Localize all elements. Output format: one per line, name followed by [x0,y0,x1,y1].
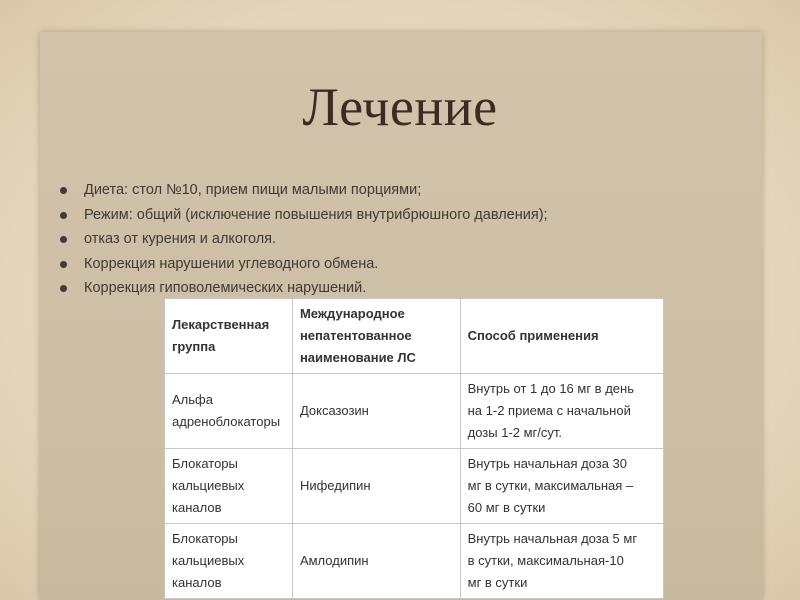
bullet-item [58,178,548,203]
header-line: группа [172,339,216,354]
table-header-row [165,299,664,374]
bullet-dot-icon [60,212,67,219]
cell-line: в сутки, максимальная-10 [467,553,624,568]
bullet-item [58,276,548,301]
header-line: Международное [299,306,405,321]
bullet-text: отказ от курения и алкоголя. [84,231,277,247]
header-line: наименование ЛС [299,350,416,365]
cell-line: адреноблокаторы [172,414,281,429]
cell-line: 60 мг в сутки [467,500,546,515]
cell-line: мг в сутки [467,575,528,590]
cell-inn [292,524,460,599]
bullet-item [58,252,548,277]
cell-drug-group [165,524,293,599]
cell-line: Блокаторы [172,456,238,471]
cell-line: Блокаторы [172,531,238,546]
bullet-dot-icon [60,261,67,268]
header-inn [292,299,460,374]
cell-line: Внутрь от 1 до 16 мг в день [467,381,634,396]
bullet-item [58,203,548,228]
cell-inn [292,374,460,449]
cell-line: кальциевых [172,553,245,568]
cell-usage [460,374,663,449]
bullet-text: Коррекция нарушении углеводного обмена. [84,255,379,272]
cell-line: каналов [172,575,222,590]
header-drug-group [165,299,293,374]
cell-line: Внутрь начальная доза 5 мг [467,531,638,546]
cell-usage [460,524,663,599]
cell-line: каналов [172,500,222,515]
cell-line: Доксазозин [299,403,369,418]
bullet-dot-icon [60,187,67,194]
cell-line: Внутрь начальная доза 30 [467,456,628,471]
bullet-list [58,178,548,301]
bullet-text: Режим: общий (исключение повышения внутрибрюшного давления); [84,206,548,223]
bullet-item [58,227,548,252]
cell-drug-group [165,449,293,524]
slide-title: Лечение [302,77,498,137]
cell-line: Альфа [172,392,213,407]
cell-drug-group [165,374,293,449]
table-row [165,524,664,599]
cell-line: Нифедипин [299,478,371,493]
header-usage [460,299,663,374]
table-row [165,374,664,449]
cell-line: мг в сутки, максимальная – [467,478,634,493]
cell-line: на 1-2 приема с начальной [467,403,631,418]
cell-usage [460,449,663,524]
header-line: Лекарственная [172,317,270,332]
cell-inn [292,449,460,524]
drug-table [164,298,664,599]
bullet-text: Диета: стол №10, прием пищи малыми порциями; [84,182,422,198]
bullet-dot-icon [60,285,67,292]
header-line: непатентованное [299,328,412,343]
cell-line: дозы 1-2 мг/сут. [467,425,563,440]
header-line: Способ применения [467,328,599,343]
table-row [165,449,664,524]
cell-line: кальциевых [172,478,245,493]
bullet-text: Коррекция гиповолемических нарушений. [84,280,367,296]
bullet-dot-icon [60,236,67,243]
cell-line: Амлодипин [299,553,369,568]
